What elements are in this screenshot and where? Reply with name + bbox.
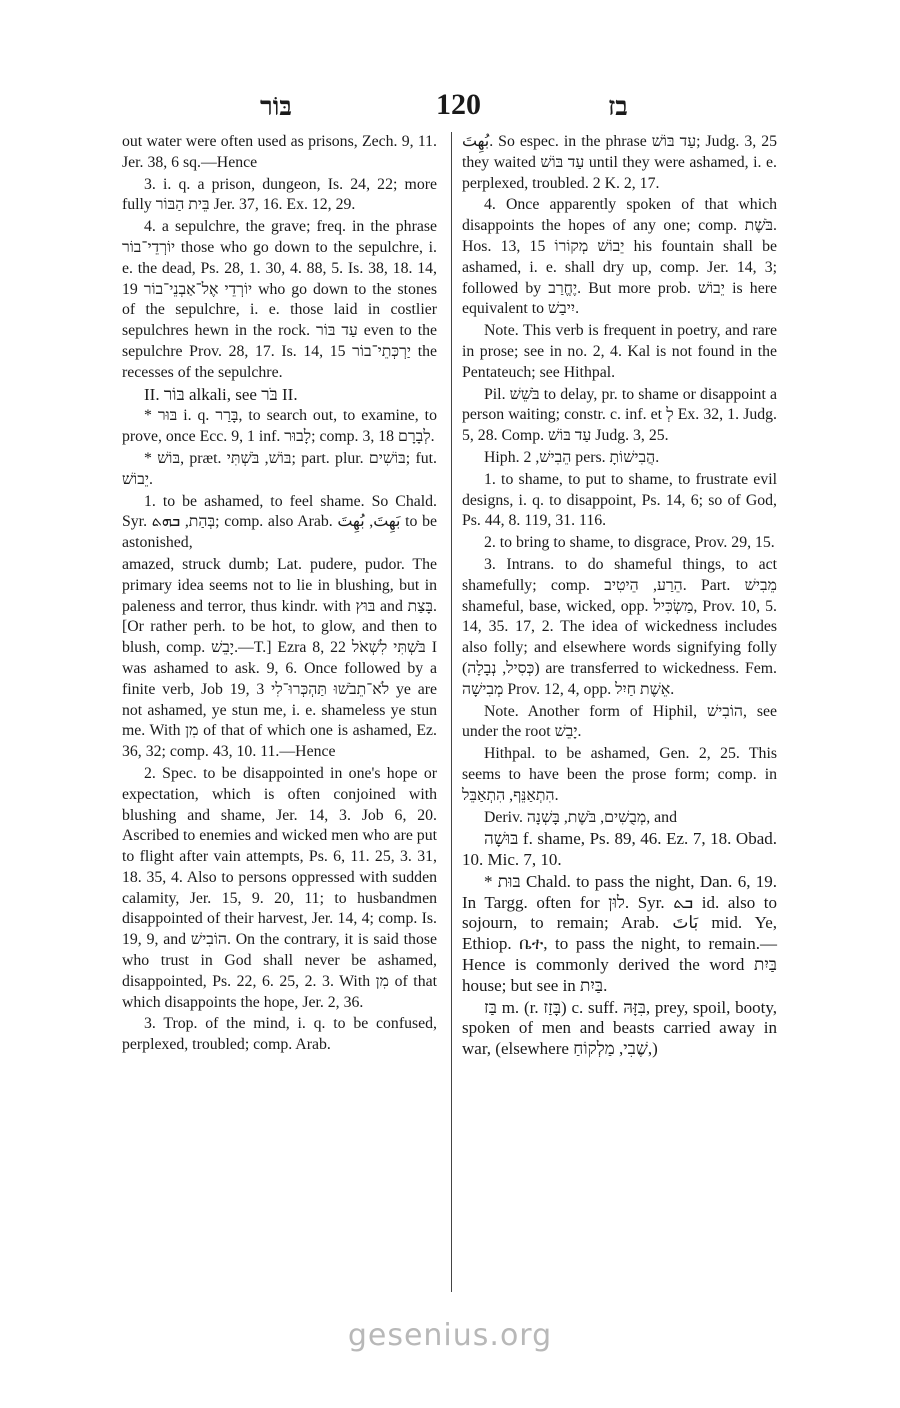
hiph-sense-1: 1. to shame, to put to shame, to frustrate evil designs, i. q. to disappoint, Ps. 14, 6; so of God, Ps. 44, 8. 119, 31. 116. [462, 470, 777, 530]
left-paragraph-sense-3: 3. i. q. a prison, dungeon, Is. 24, 22; more fully בֵּית הַבּוֹר Jer. 37, 16. Ex. 12, 29. [122, 175, 437, 214]
hiph-sense-2: 2. to bring to shame, to disgrace, Prov. 29, 15. [484, 534, 775, 552]
column-divider [451, 132, 452, 1292]
entry-bor-II: II. בּוֹר alkali, see בֹּר II. [144, 384, 298, 404]
entry-bur: * בּוּר i. q. בָּרַר, to search out, to examine, to prove, once Ecc. 9, 1 inf. לָבוּר; comp. 3, 18 לְבָרָם. [122, 407, 437, 446]
page-number: 120 [436, 88, 481, 121]
header-left-word: בּוֹר [260, 92, 292, 121]
note-kal: Note. This verb is frequent in poetry, and rare in prose; see in no. 2, 4. Kal is not found in the Pentateuch; see Hithpal. [462, 322, 777, 381]
entry-bosh: * בּוֹשׁ, præt. בּוֹשׁ, בֹּשְׁתִּי; part. plur. בּוֹשִׁים; fut. יֵבוֹשׁ. [122, 449, 437, 488]
hiph-sense-3: 3. Intrans. to do shameful things, to act shamefully; comp. הֵרַע, הֵיטִיב. Part. מֵבִישׁ shameful, base, wicked, opp. מַשְׂכִּיל, Prov. 10, 5. 14, 35. 17, 2. The idea of wickedness includes also folly; and elsewhere words signifying folly (כְּסִיל, נְבָלָה) are transferred to wickedness. Fem. מְבִישָׁה Prov. 12, 4, opp. אֵשֶׁת חַיִל. [462, 555, 777, 698]
hithpal-paragraph: Hithpal. to be ashamed, Gen. 2, 25. This seems to have been the prose form; comp. in הִתְאַנֵּף, הִתְאַבֵּל. [462, 745, 777, 804]
right-paragraph-continuation: بُهِتَ. So espec. in the phrase עַד בּוֹשׁ; Judg. 3, 25 they waited עַד בּוֹשׁ until they were ashamed, i. e. perplexed, troubled. 2 K. 2, 17. [462, 133, 778, 192]
entry-baz: בַּז m. (r. בָּזַז) c. suff. בִּזָּהּ, prey, spoil, booty, spoken of men and beasts carried away in war, (elsewhere שֶׁבִי, מַלְקוֹחַ,) [462, 997, 777, 1059]
right-column [462, 132, 777, 1061]
left-paragraph-sense-4: 4. a sepulchre, the grave; freq. in the phrase יוֹרְדֵי־בוֹר those who go down to the sepulchre, i. e. the dead, Ps. 28, 1. 30, 4. 88, 5. Is. 38, 18. 14, 19 יוֹרְדֵי אֶל־אַבְנֵי־בוֹר who go down to the stones of the sepulchre, i. e. those laid in costlier sepulchres hewn in the rock. עַד בּוֹר even to the sepulchre Prov. 28, 17. Is. 14, 15 יַרְכְּתֵי־בוֹר the recesses of the sepulchre. [122, 218, 437, 381]
entry-bosh-sense-3: 3. Trop. of the mind, i. q. to be confused, perplexed, troubled; comp. Arab. [122, 1015, 437, 1054]
entry-but: * בּוּת Chald. to pass the night, Dan. 6, 19. In Targg. often for לוּן. Syr. ܒܬ id. also to sojourn, to remain; Arab. بَاتَ mid. Ye, Ethiop. ቤተ, to pass the night, to remain.—Hence is commonly derived the word בַּיִת house; but see in בַּיִת. [462, 871, 777, 995]
pil-paragraph: Pil. בֹּשֵׁשׁ to delay, pr. to shame or disappoint a person waiting; constr. c. inf. et לְ Ex. 32, 1. Judg. 5, 28. Comp. עַד בּוֹשׁ Judg. 3, 25. [462, 385, 777, 445]
entry-bosh-sense-4: 4. Once apparently spoken of that which disappoints the hopes of any one; comp. בֹּשֶׁת. Hos. 13, 15 יֵבוֹשׁ מְקוֹרוֹ his fountain shall be ashamed, i. e. shall dry up, comp. Jer. 14, 3; followed by יֶחֱרַב. But more prob. יֵבוֹשׁ is here equivalent to יִיבַשׁ. [462, 196, 778, 318]
note-hiphil: Note. Another form of Hiphil, הוֹבִישׁ, see under the root יָבֵשׁ. [462, 702, 777, 741]
left-column [122, 132, 437, 1057]
entry-busha: בּוּשָׁה f. shame, Ps. 89, 46. Ez. 7, 18. Obad. 10. Mic. 7, 10. [462, 829, 777, 870]
page-header [120, 88, 780, 128]
watermark: gesenius.org [347, 1318, 553, 1353]
header-right-word: בז [608, 92, 628, 121]
entry-bosh-sense-2: 2. Spec. to be disappointed in one's hope or expectation, which is often conjoined with blushing and shame, Jer. 14, 3. Job 6, 20. Ascribed to enemies and wicked men who are put to flight after vain attempts, Ps. 6, 11. 25, 3. 31, 18. 35, 4. Also to persons oppressed with sudden calamity, Jer. 15, 9. 20, 11; to husbandmen disappointed of their harvest, Jer. 14, 4; comp. Is. 19, 9, and הוֹבִישׁ. On the contrary, it is said those who trust in God shall never be ashamed, disappointed, Ps. 22, 6. 25, 2. 3. With מִן of that which disappoints the hope, Jer. 2, 36. [122, 764, 438, 1011]
entry-bosh-sense-1-cont: amazed, struck dumb; Lat. pudere, pudor. The primary idea seems not to lie in blushing, but in paleness and terror, thus kindr. with בּוּץ and בָּצַת. [Or rather perh. to be hot, to glow, and then to blush, comp. יָבֵשׁ.—T.] Ezra 8, 22 בֹּשְׁתִּי לִשְׁאֹל I was ashamed to ask. 9, 6. Once followed by a finite verb, Job 19, 3 לֹא־תֵבֹשׁוּ תַּהְכְּרוּ־לִי ye are not ashamed, ye stun me, i. e. shameless ye stun me. With מִן of that of which one is ashamed, Ez. 36, 32; comp. 43, 10. 11.—Hence [122, 555, 438, 761]
deriv-paragraph: Deriv. מְבֻשִׁים, בֹּשֶׁת, בָּשְׁנָה, and [484, 808, 677, 826]
hiph-paragraph: Hiph. הֵבִישׁ, 2 pers. הֲבִישׁוֹתָ. [484, 448, 660, 466]
entry-bosh-sense-1: 1. to be ashamed, to feel shame. So Chald. Syr. בְּהַת, ܒܗܬ; comp. also Arab. بَهِتَ, بُهِتَ to be astonished, [122, 492, 437, 552]
left-paragraph-continuation: out water were often used as prisons, Zech. 9, 11. Jer. 38, 6 sq.—Hence [122, 133, 437, 171]
